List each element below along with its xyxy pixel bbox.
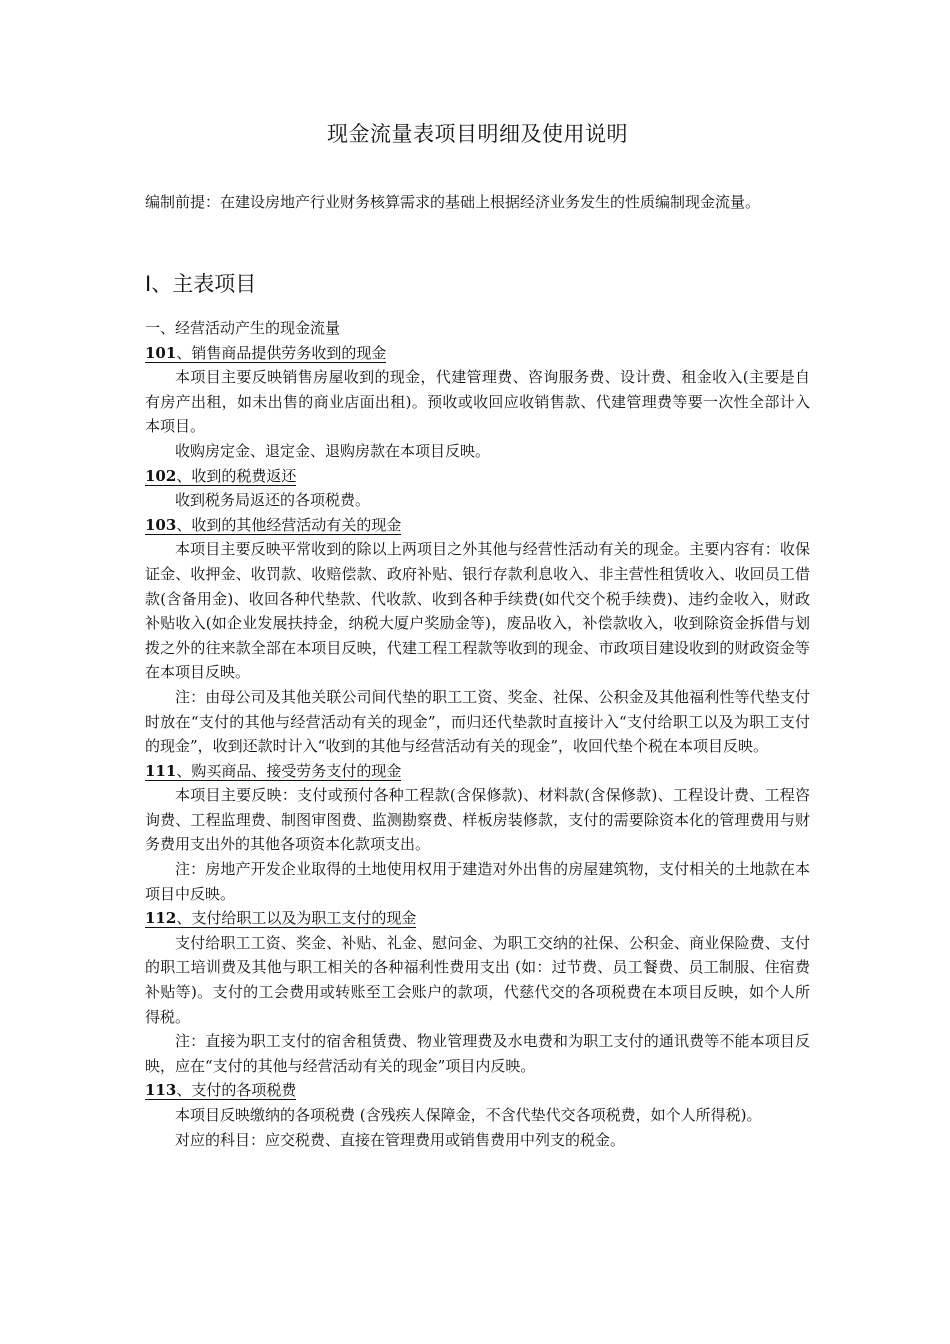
item-heading-113 — [145, 1078, 810, 1103]
item-code: 102 — [145, 466, 177, 485]
item-name: 、购买商品、接受劳务支付的现金 — [176, 761, 402, 780]
item-paragraph: 本项目反映缴纳的各项税费 (含残疾人保障金，不含代垫代交各项税费，如个人所得税)。 — [175, 1106, 762, 1124]
item-name: 、支付的各项税费 — [176, 1081, 297, 1100]
item-heading-underline — [145, 909, 416, 928]
item-paragraph: 对应的科目：应交税费、直接在管理费用或销售费用中列支的税金。 — [175, 1130, 626, 1149]
item-heading-underline — [145, 467, 296, 486]
item-heading-underline — [145, 344, 386, 363]
item-heading-101 — [145, 341, 810, 366]
item-paragraph: 本项目主要反映销售房屋收到的现金，代建管理费、咨询服务费、设计费、租金收入(主要是自有房产出租，如未出售的商业店面出租)。预收或收回应收销售款、代建管理费等要一次性全部计入本项目。 — [145, 368, 810, 436]
item-heading-111 — [145, 759, 810, 784]
item-heading-112 — [145, 906, 810, 931]
item-paragraph: 收到税务局返还的各项税费。 — [175, 491, 371, 510]
item-code: 111 — [145, 761, 177, 780]
page-title: 现金流量表项目明细及使用说明 — [327, 122, 628, 146]
item-name: 、收到的税费返还 — [176, 466, 297, 485]
item-paragraph: 本项目主要反映：支付或预付各种工程款(含保修款)、材料款(含保修款)、工程设计费、工程咨询费、工程监理费、制图审图费、监测勘察费、样板房装修款，支付的需要除资本化的管理费用与财务费用支出外的其他各项资本化款项支出。 — [145, 786, 810, 854]
item-code: 101 — [145, 343, 177, 362]
item-name: 、支付给职工以及为职工支付的现金 — [176, 909, 417, 928]
item-paragraph: 本项目主要反映平常收到的除以上两项目之外其他与经营性活动有关的现金。主要内容有：收保证金、收押金、收罚款、收赔偿款、政府补贴、银行存款利息收入、非主营性租赁收入、收回员工借款(含备用金)、收回各种代垫款、代收款、收到各种手续费(如代交个税手续费)、违约金收入，财政补贴收入(如企业发展扶持金，纳税大厦户奖励金等)，废品收入，补偿款收入，收到除资金拆借与划拨之外的往来款全部在本项目反映，代建工程工程款等收到的现金、市政项目建设收到的财政资金等在本项目反映。 — [145, 540, 810, 682]
item-heading-underline — [145, 516, 401, 535]
item-code: 103 — [145, 515, 177, 534]
item-paragraph: 注：由母公司及其他关联公司间代垫的职工工资、奖金、社保、公积金及其他福利性等代垫支付时放在“支付的其他与经营活动有关的现金”，而归还代垫款时直接计入“支付给职工以及为职工支付的现金”，收到还款时计入“收到的其他与经营活动有关的现金”，收回代垫个税在本项目反映。 — [145, 687, 810, 756]
item-name: 、销售商品提供劳务收到的现金 — [176, 343, 387, 362]
item-heading-underline — [145, 762, 401, 781]
item-heading-103 — [145, 513, 810, 538]
item-paragraph: 支付给职工工资、奖金、补贴、礼金、慰问金、为职工交纳的社保、公积金、商业保险费、支付的职工培训费及其他与职工相关的各种福利性费用支出 (如：过节费、员工餐费、员工制服、住宿费补贴等)。支付的工会费用或转账至工会账户的款项，代慈代交的各项税费在本项目反映，如个人所得税。 — [145, 933, 810, 1026]
item-heading-underline — [145, 1081, 296, 1100]
item-paragraph: 注：直接为职工支付的宿舍租赁费、物业管理费及水电费和为职工支付的通讯费等不能本项目反映，应在“支付的其他与经营活动有关的现金”项目内反映。 — [145, 1032, 810, 1075]
item-paragraph: 注：房地产开发企业取得的土地使用权用于建造对外出售的房屋建筑物，支付相关的土地款在本项目中反映。 — [145, 860, 810, 903]
item-name: 、收到的其他经营活动有关的现金 — [176, 515, 402, 534]
section-title: Ⅰ、主表项目 — [145, 272, 257, 296]
document-body — [145, 316, 810, 1152]
preface-paragraph: 编制前提：在建设房地产行业财务核算需求的基础上根据经济业务发生的性质编制现金流量。 — [145, 193, 761, 211]
subsection-heading: 一、经营活动产生的现金流量 — [145, 319, 341, 337]
item-heading-102 — [145, 464, 810, 489]
item-paragraph: 收购房定金、退定金、退购房款在本项目反映。 — [175, 441, 491, 460]
item-code: 112 — [145, 909, 177, 928]
item-code: 113 — [145, 1081, 177, 1100]
